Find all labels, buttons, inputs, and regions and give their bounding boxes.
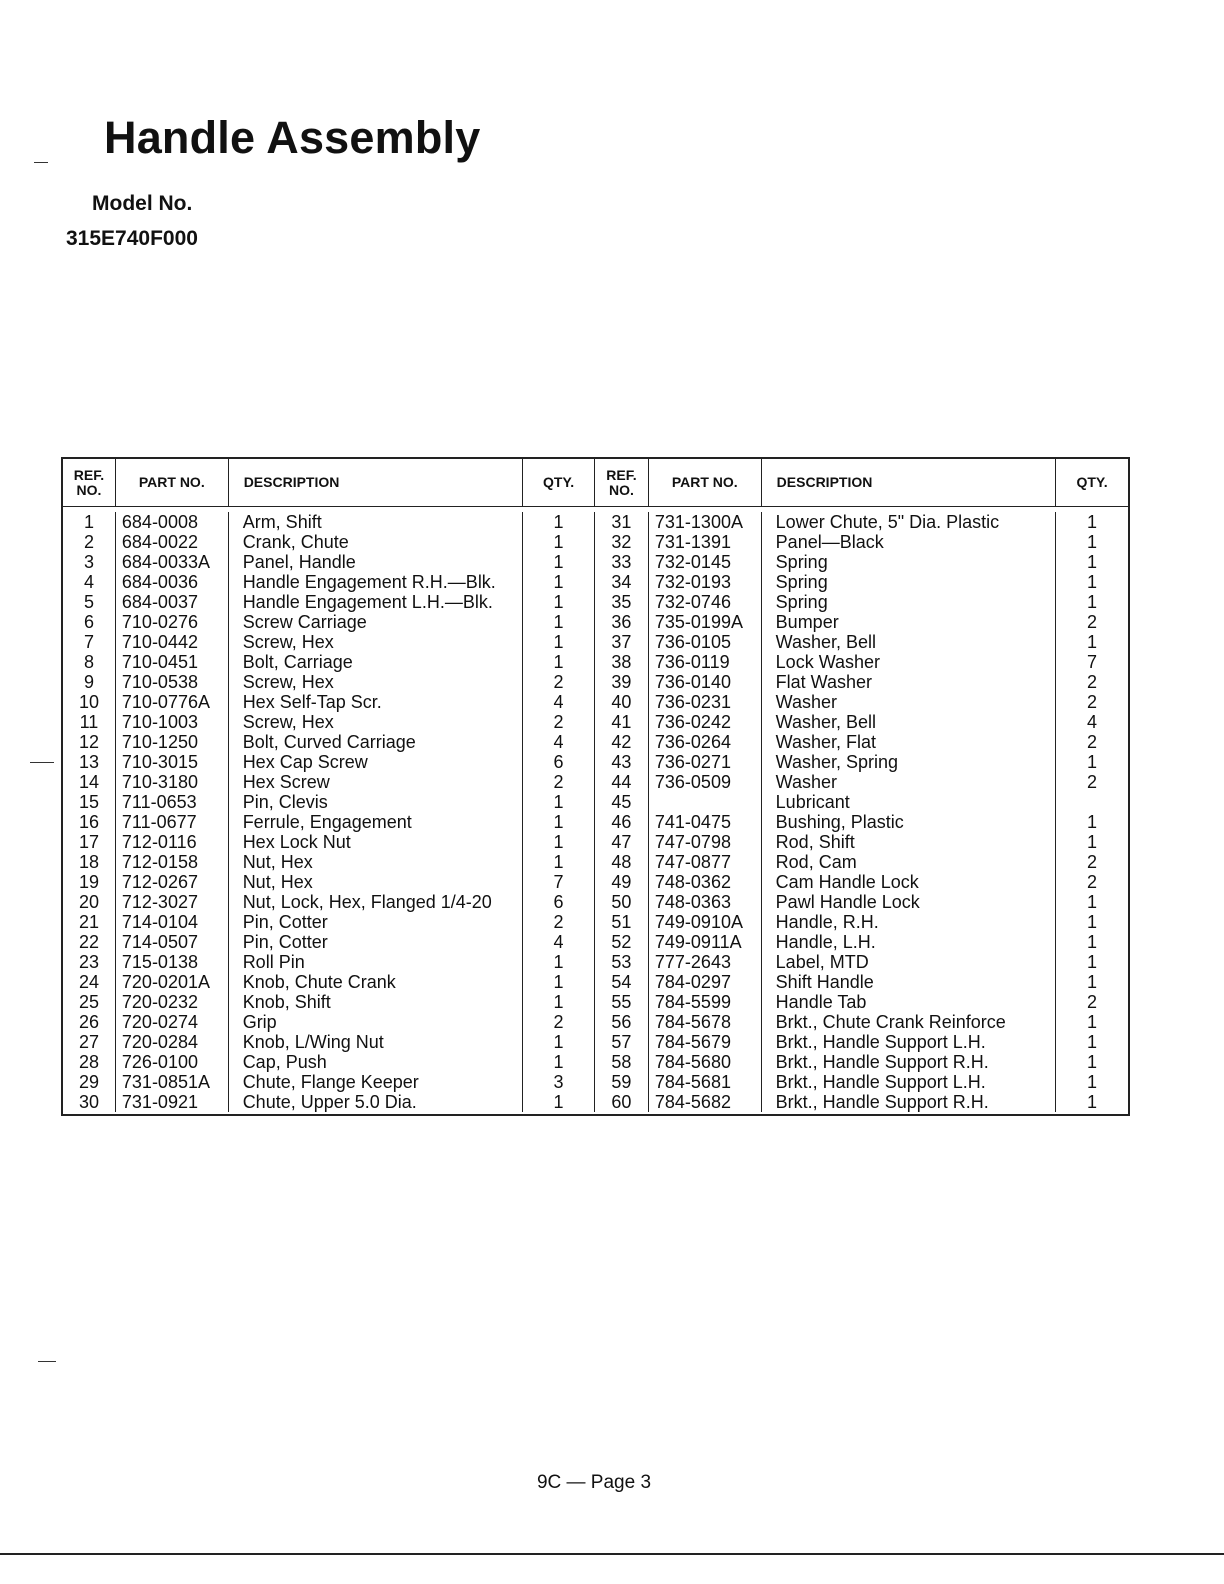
description-cell: Washer, Bell: [775, 712, 877, 732]
header-part-no: PART NO.: [649, 459, 762, 506]
ref-cell: 1: [83, 512, 94, 532]
ref-cell: 5: [83, 592, 94, 612]
qty-cell: 1: [553, 852, 564, 872]
qty-cell: 1: [1087, 1072, 1098, 1092]
description-cell: Ferrule, Engagement: [242, 812, 412, 832]
description-cell: Washer, Bell: [775, 632, 877, 652]
description-cell: Nut, Lock, Hex, Flanged 1/4-20: [242, 892, 492, 912]
ref-cell: 32: [611, 532, 632, 552]
description-cell: Pin, Clevis: [242, 792, 328, 812]
ref-cell: 9: [83, 672, 94, 692]
ref-cell: 21: [78, 912, 99, 932]
ref-cell: 36: [611, 612, 632, 632]
description-cell: Rod, Cam: [775, 852, 857, 872]
ref-cell: 47: [611, 832, 632, 852]
model-label: Model No.: [92, 192, 193, 215]
description-cell: Pawl Handle Lock: [775, 892, 920, 912]
description-cell: Nut, Hex: [242, 872, 313, 892]
ref-cell: 34: [611, 572, 632, 592]
qty-column: [1056, 512, 1128, 1112]
qty-cell: 1: [553, 532, 564, 552]
qty-cell: 1: [1087, 752, 1098, 772]
ref-cell: 18: [78, 852, 99, 872]
part-number-cell: 736-0140: [654, 672, 731, 692]
part-number-cell: 720-0284: [121, 1032, 198, 1052]
description-cell: Screw, Hex: [242, 712, 334, 732]
qty-cell: 1: [553, 592, 564, 612]
ref-cell: 43: [611, 752, 632, 772]
ref-cell: 22: [78, 932, 99, 952]
part-number-cell: 749-0911A: [654, 932, 742, 952]
header-description: DESCRIPTION: [762, 459, 1056, 506]
ref-cell: 56: [611, 1012, 632, 1032]
part-number-cell: 720-0274: [121, 1012, 198, 1032]
description-cell: Handle Engagement R.H.—Blk.: [242, 572, 496, 592]
part-number-cell: 714-0507: [121, 932, 198, 952]
part-number-cell: 684-0037: [121, 592, 198, 612]
qty-cell: 2: [553, 912, 564, 932]
description-cell: Lock Washer: [775, 652, 881, 672]
description-cell: Washer, Spring: [775, 752, 899, 772]
description-cell: Spring: [775, 552, 828, 572]
ref-cell: 2: [83, 532, 94, 552]
qty-cell: 1: [553, 1032, 564, 1052]
qty-cell: 1: [553, 792, 564, 812]
part-number-cell: 711-0653: [121, 792, 197, 812]
qty-cell: 1: [1087, 512, 1098, 532]
description-cell: Brkt., Handle Support R.H.: [775, 1092, 989, 1112]
qty-cell: 1: [1087, 552, 1098, 572]
ref-cell: 38: [611, 652, 632, 672]
description-cell: Brkt., Handle Support L.H.: [775, 1032, 986, 1052]
qty-cell: 4: [1087, 712, 1098, 732]
description-cell: Screw, Hex: [242, 672, 334, 692]
header-description: DESCRIPTION: [229, 459, 523, 506]
ref-cell: 46: [611, 812, 632, 832]
description-cell: Cam Handle Lock: [775, 872, 919, 892]
description-cell: Knob, Shift: [242, 992, 331, 1012]
ref-cell: 37: [611, 632, 632, 652]
qty-cell: 1: [553, 612, 564, 632]
qty-column: [523, 512, 595, 1112]
ref-cell: 50: [611, 892, 632, 912]
ref-cell: 23: [78, 952, 99, 972]
ref-cell: 53: [611, 952, 632, 972]
qty-cell: 1: [1087, 932, 1098, 952]
part-number-cell: 731-0851A: [121, 1072, 210, 1092]
qty-cell: 1: [553, 632, 564, 652]
ref-cell: 39: [611, 672, 632, 692]
qty-cell: 4: [553, 932, 564, 952]
qty-cell: 4: [553, 732, 564, 752]
ref-cell: 14: [78, 772, 99, 792]
ref-column: [63, 512, 116, 1112]
ref-cell: 54: [611, 972, 632, 992]
part-number-cell: 726-0100: [121, 1052, 198, 1072]
part-number-cell: 736-0242: [654, 712, 731, 732]
part-number-cell: 731-1300A: [654, 512, 743, 532]
part-number-cell: 710-3015: [121, 752, 198, 772]
description-cell: Washer: [775, 772, 838, 792]
qty-cell: 2: [1087, 612, 1098, 632]
part-number-cell: 710-0442: [121, 632, 198, 652]
qty-cell: 2: [1087, 772, 1098, 792]
part-number-cell: 684-0033A: [121, 552, 210, 572]
description-cell: Handle, L.H.: [775, 932, 876, 952]
part-number-cell: 684-0036: [121, 572, 198, 592]
ref-cell: 33: [611, 552, 632, 572]
part-number-cell: 710-0776A: [121, 692, 210, 712]
ref-column: [595, 512, 649, 1112]
page-title: Handle Assembly: [104, 112, 481, 163]
part-number-cell: 714-0104: [121, 912, 198, 932]
description-cell: Pin, Cotter: [242, 932, 328, 952]
ref-cell: 57: [611, 1032, 632, 1052]
description-cell: Flat Washer: [775, 672, 873, 692]
description-cell: Cap, Push: [242, 1052, 327, 1072]
bottom-rule: [0, 1553, 1224, 1555]
part-number-cell: 712-0158: [121, 852, 198, 872]
part-number-cell: 732-0746: [654, 592, 731, 612]
qty-cell: 3: [553, 1072, 564, 1092]
ref-cell: 17: [78, 832, 99, 852]
ref-cell: 3: [83, 552, 94, 572]
qty-cell: 1: [553, 972, 564, 992]
qty-cell: 1: [553, 952, 564, 972]
parts-table: [61, 457, 1130, 1116]
description-cell: Handle Engagement L.H.—Blk.: [242, 592, 493, 612]
part-number-cell: 748-0363: [654, 892, 731, 912]
ref-cell: 10: [78, 692, 99, 712]
model-number: 315E740F000: [66, 227, 198, 250]
ref-cell: 25: [78, 992, 99, 1012]
description-cell: Lubricant: [775, 792, 850, 812]
description-cell: Bolt, Curved Carriage: [242, 732, 416, 752]
description-column: [762, 512, 1056, 1112]
ref-cell: 12: [78, 732, 99, 752]
ref-cell: 31: [611, 512, 632, 532]
header-ref-no: REF. NO.: [63, 459, 116, 506]
qty-cell: 1: [1087, 832, 1098, 852]
description-cell: Knob, L/Wing Nut: [242, 1032, 384, 1052]
part-number-cell: 732-0145: [654, 552, 731, 572]
qty-cell: 7: [1087, 652, 1098, 672]
ref-cell: 29: [78, 1072, 99, 1092]
ref-cell: 4: [83, 572, 94, 592]
part-number-cell: 712-0116: [121, 832, 197, 852]
description-cell: Label, MTD: [775, 952, 869, 972]
qty-cell: 1: [553, 552, 564, 572]
qty-cell: 1: [1087, 632, 1098, 652]
part-column: [649, 512, 762, 1112]
part-number-cell: 711-0677: [121, 812, 197, 832]
qty-cell: 2: [553, 712, 564, 732]
qty-cell: 1: [1087, 592, 1098, 612]
qty-cell: 2: [1087, 992, 1098, 1012]
description-cell: Screw Carriage: [242, 612, 367, 632]
part-number-cell: 736-0264: [654, 732, 731, 752]
description-cell: Roll Pin: [242, 952, 305, 972]
part-number-cell: 736-0509: [654, 772, 731, 792]
ref-cell: 13: [78, 752, 99, 772]
ref-cell: 35: [611, 592, 632, 612]
description-cell: Grip: [242, 1012, 277, 1032]
part-number-cell: 736-0231: [654, 692, 731, 712]
qty-cell: 1: [553, 512, 564, 532]
ref-cell: 11: [79, 712, 99, 732]
description-cell: Hex Lock Nut: [242, 832, 351, 852]
ref-cell: 7: [83, 632, 94, 652]
part-number-cell: 784-5682: [654, 1092, 731, 1112]
ref-cell: 48: [611, 852, 632, 872]
header-ref-no: REF. NO.: [595, 459, 649, 506]
description-cell: Hex Screw: [242, 772, 330, 792]
header-qty: QTY.: [523, 459, 595, 506]
description-cell: Shift Handle: [775, 972, 874, 992]
description-cell: Chute, Upper 5.0 Dia.: [242, 1092, 417, 1112]
qty-cell: 1: [553, 652, 564, 672]
part-number-cell: 784-5680: [654, 1052, 731, 1072]
qty-cell: 1: [553, 572, 564, 592]
part-number-cell: [649, 792, 761, 812]
description-cell: Hex Self-Tap Scr.: [242, 692, 382, 712]
page-footer: 9C — Page 3: [536, 1472, 652, 1493]
part-number-cell: 684-0008: [121, 512, 198, 532]
part-number-cell: 747-0877: [654, 852, 731, 872]
qty-cell: 2: [1087, 692, 1098, 712]
part-number-cell: 720-0201A: [121, 972, 210, 992]
qty-cell: 1: [1087, 1092, 1098, 1112]
description-cell: Screw, Hex: [242, 632, 334, 652]
margin-mark: [30, 762, 54, 763]
qty-cell: 2: [553, 772, 564, 792]
part-number-cell: 777-2643: [654, 952, 731, 972]
description-cell: Spring: [775, 572, 828, 592]
description-cell: Spring: [775, 592, 828, 612]
description-cell: Chute, Flange Keeper: [242, 1072, 419, 1092]
description-cell: Arm, Shift: [242, 512, 322, 532]
qty-cell: 1: [1087, 572, 1098, 592]
ref-cell: 16: [78, 812, 99, 832]
description-cell: Panel, Handle: [242, 552, 356, 572]
ref-cell: 44: [611, 772, 632, 792]
part-number-cell: 720-0232: [121, 992, 198, 1012]
part-number-cell: 736-0271: [654, 752, 731, 772]
qty-cell: 1: [1087, 812, 1098, 832]
part-number-cell: 710-1003: [121, 712, 198, 732]
qty-cell: 2: [1087, 672, 1098, 692]
part-number-cell: 712-0267: [121, 872, 198, 892]
ref-cell: 60: [611, 1092, 632, 1112]
qty-cell: 1: [553, 812, 564, 832]
qty-cell: 4: [553, 692, 564, 712]
part-number-cell: 749-0910A: [654, 912, 743, 932]
part-number-cell: 736-0119: [654, 652, 730, 672]
description-cell: Washer: [775, 692, 838, 712]
ref-cell: 41: [611, 712, 632, 732]
ref-cell: 40: [611, 692, 632, 712]
part-number-cell: 736-0105: [654, 632, 731, 652]
description-cell: Knob, Chute Crank: [242, 972, 396, 992]
qty-cell: 6: [553, 752, 564, 772]
ref-cell: 27: [78, 1032, 99, 1052]
table-header: [63, 459, 1128, 507]
qty-cell: 1: [1087, 952, 1098, 972]
part-number-cell: 732-0193: [654, 572, 731, 592]
header-part-no: PART NO.: [116, 459, 229, 506]
ref-cell: 55: [611, 992, 632, 1012]
margin-mark: [34, 162, 48, 163]
qty-cell: 1: [1087, 1052, 1098, 1072]
description-cell: Rod, Shift: [775, 832, 855, 852]
part-number-cell: 741-0475: [654, 812, 731, 832]
ref-cell: 26: [78, 1012, 99, 1032]
part-number-cell: 715-0138: [121, 952, 198, 972]
header-qty: QTY.: [1076, 474, 1108, 490]
qty-cell: 7: [553, 872, 564, 892]
ref-cell: 59: [611, 1072, 632, 1092]
part-column: [116, 512, 229, 1112]
description-cell: Bolt, Carriage: [242, 652, 353, 672]
part-number-cell: 731-1391: [654, 532, 731, 552]
description-cell: Crank, Chute: [242, 532, 349, 552]
description-cell: Washer, Flat: [775, 732, 877, 752]
part-number-cell: 710-0451: [121, 652, 198, 672]
part-number-cell: 748-0362: [654, 872, 731, 892]
table-body: [63, 507, 1128, 1114]
part-number-cell: 784-5679: [654, 1032, 731, 1052]
part-number-cell: 731-0921: [121, 1092, 198, 1112]
description-cell: Nut, Hex: [242, 852, 313, 872]
ref-cell: 51: [611, 912, 632, 932]
description-cell: Handle Tab: [775, 992, 867, 1012]
description-cell: Brkt., Chute Crank Reinforce: [775, 1012, 1006, 1032]
part-number-cell: 710-1250: [121, 732, 198, 752]
qty-cell: 1: [1087, 892, 1098, 912]
part-number-cell: 735-0199A: [654, 612, 743, 632]
margin-mark: [38, 1361, 56, 1362]
part-number-cell: 684-0022: [121, 532, 198, 552]
ref-cell: 28: [78, 1052, 99, 1072]
ref-cell: 42: [611, 732, 632, 752]
ref-cell: 58: [611, 1052, 632, 1072]
description-cell: Handle, R.H.: [775, 912, 879, 932]
qty-cell: 1: [553, 992, 564, 1012]
description-cell: Pin, Cotter: [242, 912, 328, 932]
part-number-cell: 712-3027: [121, 892, 198, 912]
part-number-cell: 784-5681: [654, 1072, 731, 1092]
qty-cell: 1: [1087, 1012, 1098, 1032]
qty-cell: 2: [1087, 732, 1098, 752]
qty-cell: 2: [1087, 872, 1098, 892]
qty-cell: 1: [553, 832, 564, 852]
qty-cell: 1: [1087, 1032, 1098, 1052]
qty-cell: 1: [553, 1052, 564, 1072]
qty-cell: 2: [553, 1012, 564, 1032]
part-number-cell: 747-0798: [654, 832, 731, 852]
description-cell: Bumper: [775, 612, 839, 632]
ref-cell: 19: [78, 872, 99, 892]
ref-cell: 52: [611, 932, 632, 952]
description-cell: Brkt., Handle Support R.H.: [775, 1052, 989, 1072]
qty-cell: 2: [553, 672, 564, 692]
part-number-cell: 784-5678: [654, 1012, 731, 1032]
description-column: [229, 512, 523, 1112]
qty-cell: 1: [553, 1092, 564, 1112]
part-number-cell: 710-0538: [121, 672, 198, 692]
description-cell: Lower Chute, 5" Dia. Plastic: [775, 512, 1000, 532]
qty-cell: 1: [1087, 532, 1098, 552]
ref-cell: 49: [611, 872, 632, 892]
part-number-cell: 784-0297: [654, 972, 731, 992]
ref-cell: 20: [78, 892, 99, 912]
qty-cell: 6: [553, 892, 564, 912]
qty-cell: [1056, 792, 1128, 812]
ref-cell: 8: [83, 652, 94, 672]
part-number-cell: 710-0276: [121, 612, 198, 632]
ref-cell: 6: [83, 612, 94, 632]
description-cell: Bushing, Plastic: [775, 812, 904, 832]
part-number-cell: 710-3180: [121, 772, 198, 792]
description-cell: Hex Cap Screw: [242, 752, 368, 772]
qty-cell: 2: [1087, 852, 1098, 872]
qty-cell: 1: [1087, 972, 1098, 992]
ref-cell: 24: [78, 972, 99, 992]
description-cell: Panel—Black: [775, 532, 884, 552]
ref-cell: 30: [78, 1092, 99, 1112]
qty-cell: 1: [1087, 912, 1098, 932]
part-number-cell: 784-5599: [654, 992, 731, 1012]
ref-cell: 15: [78, 792, 99, 812]
ref-cell: 45: [611, 792, 632, 812]
description-cell: Brkt., Handle Support L.H.: [775, 1072, 986, 1092]
